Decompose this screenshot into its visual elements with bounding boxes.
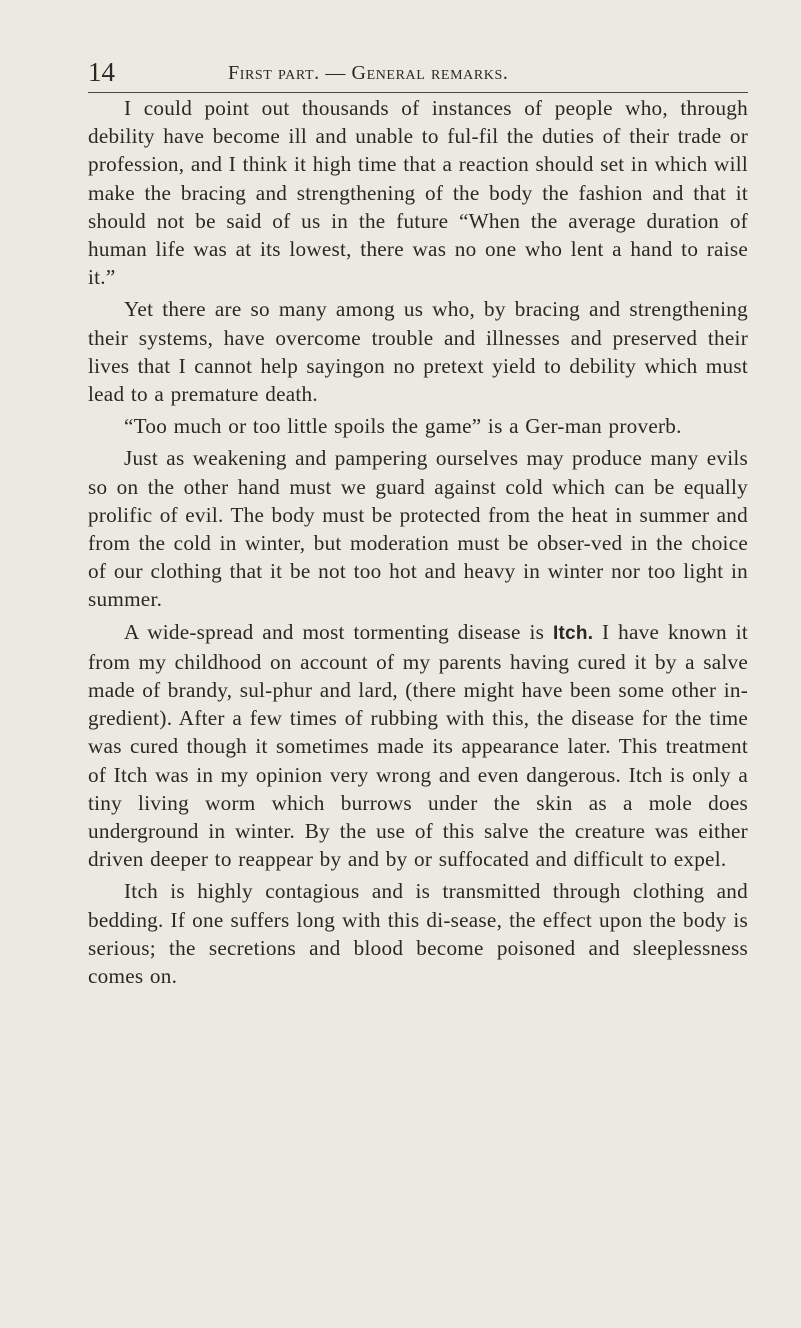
paragraph-text: Itch is highly contagious and is transmitted through clothing and bedding. If one suffers long with this di-sease, the effect upon the body is serious; the secretions and blood become poisoned and sleeplessness comes on. <box>88 879 748 989</box>
paragraph-5 <box>88 618 748 874</box>
paragraph-text-after: I have known it from my childhood on account of my parents having cured it by a salve made of brandy, sul-phur and lard, (there might have been some other in-gredient). After a few times of rubbing with this, the disease for the time was cured though it sometimes made its appearance later. This treatment of Itch was in my opinion very wrong and even dangerous. Itch is only a tiny living worm which burrows under the skin as a mole does underground in winter. By the use of this salve the creature was either driven deeper to reappear by and by or suffocated and difficult to expel. <box>88 619 748 872</box>
paragraph-4 <box>88 444 748 613</box>
paragraph-text: I could point out thousands of instances of people who, through debility have become ill and unable to ful-fil the duties of their trade or profession, and I think it high time that a reaction should set in which will make the bracing and strengthening of the body the fashion and that it should not be said of us in the future “When the average duration of human life was at its lowest, there was no one who lent a hand to raise it.” <box>88 96 748 290</box>
paragraph-2 <box>88 295 748 408</box>
paragraph-text: “Too much or too little spoils the game” is a Ger-man proverb. <box>124 414 682 439</box>
page-header <box>88 52 748 92</box>
paragraph-3 <box>88 412 748 440</box>
paragraph-6 <box>88 877 748 990</box>
bold-term-itch: Itch. <box>552 622 594 644</box>
paragraph-1 <box>88 94 748 291</box>
paragraph-text: Just as weakening and pampering ourselves may produce many evils so on the other hand must we guard against cold which can be equally prolific of evil. The body must be protected from the heat in summer and from the cold in winter, but moderation must be obser-ved in the choice of our clothing that it be not too hot and heavy in winter nor too light in summer. <box>88 446 748 612</box>
body-text <box>88 94 748 994</box>
paragraph-text-before: A wide-spread and most tormenting disease is <box>124 619 553 644</box>
header-rule <box>88 92 748 93</box>
page-number: 14 <box>88 57 115 87</box>
running-head: First part. — General remarks. <box>228 62 509 84</box>
paragraph-text: Yet there are so many among us who, by bracing and strengthening their systems, have overcome trouble and illnesses and preserved their lives that I cannot help sayingon no pretext yield to debility which must lead to a premature death. <box>88 297 748 407</box>
